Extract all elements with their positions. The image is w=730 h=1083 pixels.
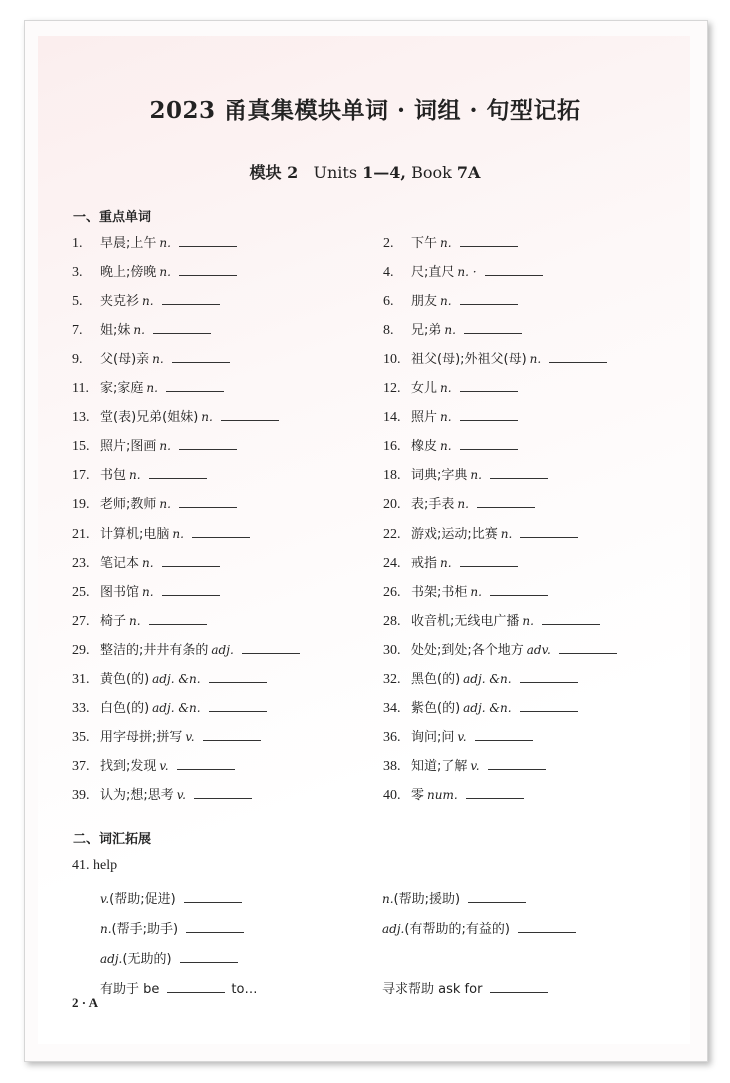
pos-label: v. — [457, 729, 467, 744]
pos-label: num. — [427, 787, 458, 802]
meaning-text: 游戏;运动;比赛 — [411, 526, 498, 542]
word-item — [383, 377, 518, 397]
pos-label: adv. — [526, 642, 551, 657]
pos-label: n. — [129, 613, 141, 628]
answer-blank[interactable] — [485, 263, 543, 276]
page-title: 2023 甬真集模块单词 · 词组 · 句型记拓 — [149, 97, 581, 124]
meaning-text: 词典;字典 — [411, 468, 468, 484]
meaning-text: 晚上;傍晚 — [100, 265, 157, 281]
word-item — [383, 668, 578, 688]
meaning-text: 询问;问 — [411, 729, 455, 745]
pos-label: adj. &n. — [152, 671, 201, 686]
answer-blank[interactable] — [460, 408, 518, 421]
meaning-text: 照片 — [411, 410, 438, 426]
word-item — [72, 261, 237, 281]
expansion-item-g — [382, 978, 548, 997]
item-number: 14. — [383, 410, 401, 426]
word-item — [383, 319, 522, 339]
answer-blank[interactable] — [460, 437, 518, 450]
meaning-text: 照片;图画 — [100, 439, 157, 455]
word-item — [383, 232, 518, 252]
meaning-text: 尺;直尺 — [411, 265, 455, 281]
units-range: 1—4, — [362, 163, 406, 182]
meaning-text: 零 — [411, 787, 425, 803]
item-number: 1. — [72, 236, 83, 251]
section-vocab-expansion: 二、词汇拓展 — [73, 832, 152, 847]
pos-label: n. — [159, 265, 171, 280]
word-item — [72, 319, 211, 339]
word-item — [383, 493, 535, 513]
pos-label: n. — [470, 584, 482, 599]
pos-label: n. — [440, 555, 452, 570]
word-item — [383, 784, 524, 804]
item-number: 37. — [72, 758, 90, 774]
item-number: 16. — [383, 439, 401, 455]
meaning-text: 黑色(的) — [411, 671, 461, 687]
pos-label: n. — [142, 584, 154, 599]
meaning-text: 朋友 — [411, 294, 438, 310]
answer-blank[interactable] — [460, 292, 518, 305]
meaning-text: 图书馆 — [100, 584, 140, 600]
pos-label: v. — [185, 729, 195, 744]
word-item — [72, 755, 235, 775]
pos-label: v. — [100, 892, 110, 906]
answer-blank[interactable] — [520, 670, 578, 683]
answer-blank[interactable] — [177, 757, 235, 770]
pos-label: n. — [159, 236, 171, 250]
pos-label: n. — [440, 410, 452, 425]
pos-label: adj. &n. — [152, 700, 201, 715]
answer-blank[interactable] — [167, 980, 225, 993]
expansion-item-d — [382, 918, 576, 937]
item-number: 31. — [72, 671, 90, 687]
item-number: 30. — [383, 642, 401, 658]
item-number: 20. — [383, 497, 401, 513]
word-item — [383, 290, 518, 310]
section-key-words: 一、重点单词 — [73, 210, 152, 225]
pos-label: adj. — [382, 922, 405, 936]
book-label: Book — [411, 163, 452, 182]
answer-blank[interactable] — [179, 234, 237, 247]
meaning-text: 椅子 — [100, 613, 127, 629]
item-number: 34. — [383, 700, 401, 716]
meaning-text: 老师;教师 — [100, 497, 157, 513]
answer-blank[interactable] — [162, 292, 220, 305]
phrase-text: 寻求帮助 ask for — [382, 982, 483, 997]
item-number: 39. — [72, 787, 90, 803]
word-item — [72, 464, 207, 484]
answer-blank[interactable] — [460, 234, 518, 247]
meaning-text: 收音机;无线电广播 — [411, 613, 520, 629]
meaning-text: 下午 — [411, 236, 438, 251]
meaning-text: 书架;书柜 — [411, 584, 468, 600]
meaning-text: 用字母拼;拼写 — [100, 729, 183, 745]
item-number: 22. — [383, 526, 401, 542]
pos-label: n. — [444, 323, 456, 338]
word-item — [72, 290, 220, 310]
meaning-text: 紫色(的) — [411, 700, 461, 716]
pos-label: v. — [159, 758, 169, 773]
item-number: 19. — [72, 497, 90, 513]
answer-blank[interactable] — [520, 525, 578, 538]
meaning-text: 白色(的) — [100, 700, 150, 716]
word-item — [383, 610, 600, 630]
meaning-text: (有帮助的;有益的) — [404, 922, 510, 937]
pos-label: n. — [142, 294, 154, 309]
item-number: 4. — [383, 265, 394, 281]
expansion-item-e — [100, 948, 238, 967]
pos-label: n. — [457, 497, 469, 512]
word-item — [383, 726, 533, 746]
meaning-text: 找到;发现 — [100, 758, 157, 774]
pos-label: n. — [500, 526, 513, 541]
item-number: 10. — [383, 352, 401, 368]
word-item — [383, 581, 548, 601]
meaning-text: (帮手;助手) — [111, 922, 179, 937]
meaning-text: 兄;弟 — [411, 323, 442, 339]
word-item — [383, 261, 543, 281]
answer-blank[interactable] — [221, 408, 279, 421]
answer-blank[interactable] — [464, 321, 522, 334]
pos-label: n. — [172, 526, 184, 541]
word-item — [383, 464, 548, 484]
pos-label: n. — [440, 439, 452, 454]
answer-blank[interactable] — [172, 350, 230, 363]
word-item — [383, 697, 578, 717]
item-number: 7. — [72, 323, 83, 339]
meaning-text: 早晨;上午 — [100, 236, 157, 251]
answer-blank[interactable] — [209, 670, 267, 683]
answer-blank[interactable] — [162, 583, 220, 596]
meaning-text: 认为;想;思考 — [100, 787, 174, 803]
pos-label: n. — [440, 381, 452, 396]
word-item — [72, 406, 279, 426]
item-number: 5. — [72, 294, 83, 310]
item-number: 40. — [383, 787, 401, 803]
meaning-text: 书包 — [100, 468, 127, 484]
answer-blank[interactable] — [192, 525, 250, 538]
page-number: 2 · A — [72, 995, 99, 1010]
expansion-item-c — [100, 918, 244, 937]
word-item — [72, 552, 220, 572]
item-number: 3. — [72, 265, 83, 281]
word-item — [72, 610, 207, 630]
item-number: 25. — [72, 584, 90, 600]
answer-blank[interactable] — [242, 641, 300, 654]
page-subtitle — [0, 160, 730, 183]
answer-blank[interactable] — [559, 641, 617, 654]
item-number: 8. — [383, 323, 394, 339]
answer-blank[interactable] — [162, 554, 220, 567]
pos-label: n. — [152, 352, 164, 367]
word-item — [72, 784, 252, 804]
pos-label: n. — [129, 468, 141, 483]
meaning-text: 戒指 — [411, 555, 438, 571]
pos-label: n. — [146, 381, 158, 396]
pos-label: n. — [133, 323, 145, 338]
pos-label: n. — [529, 352, 542, 367]
item-number: 35. — [72, 729, 90, 745]
answer-blank[interactable] — [490, 466, 548, 479]
meaning-text: (帮助;援助) — [393, 892, 461, 907]
word-item — [383, 639, 617, 659]
book-number: 7A — [456, 163, 481, 182]
answer-blank[interactable] — [179, 437, 237, 450]
meaning-text: 姐;妹 — [100, 323, 131, 339]
meaning-text: (无助的) — [122, 952, 172, 967]
item-number: 9. — [72, 352, 83, 368]
pos-label: n. — [100, 922, 112, 936]
item-number: 13. — [72, 410, 90, 426]
word-item — [72, 493, 237, 513]
phrase-text: 有助于 be — [100, 982, 160, 997]
answer-blank[interactable] — [460, 554, 518, 567]
item-number: 38. — [383, 758, 401, 774]
units-label: Units — [313, 163, 358, 182]
meaning-text: (帮助;促进) — [109, 892, 176, 907]
pos-label: n. — [201, 410, 213, 425]
item-number: 17. — [72, 468, 90, 484]
pos-label: adj. &n. — [463, 671, 512, 686]
expansion-item-a — [100, 888, 242, 907]
word-item — [72, 523, 250, 543]
pos-label: v. — [470, 758, 480, 773]
item-number: 6. — [383, 294, 394, 310]
word-item — [383, 435, 518, 455]
item-number: 21. — [72, 526, 90, 542]
word-item — [72, 377, 224, 397]
meaning-text: 父(母)亲 — [100, 352, 150, 368]
item-number: 11. — [72, 381, 89, 397]
meaning-text: 女儿 — [411, 381, 438, 397]
item-number: 26. — [383, 584, 401, 600]
answer-blank[interactable] — [542, 612, 600, 625]
meaning-text: 笔记本 — [100, 555, 140, 571]
answer-blank[interactable] — [520, 699, 578, 712]
word-item — [72, 232, 237, 252]
answer-blank[interactable] — [460, 379, 518, 392]
answer-blank[interactable] — [477, 495, 535, 508]
meaning-text: 整洁的;井井有条的 — [100, 642, 209, 658]
answer-blank[interactable] — [184, 890, 242, 903]
meaning-text: 堂(表)兄弟(姐妹) — [100, 410, 199, 426]
pos-label: adj. — [100, 952, 123, 966]
item-number: 24. — [383, 555, 401, 571]
answer-blank[interactable] — [466, 786, 524, 799]
item-number: 28. — [383, 613, 401, 629]
item-number: 36. — [383, 729, 401, 745]
answer-blank[interactable] — [468, 890, 526, 903]
word-item — [72, 581, 220, 601]
meaning-text: 处处;到处;各个地方 — [411, 642, 524, 658]
pos-label: n. — [142, 555, 154, 570]
word-item — [72, 639, 300, 659]
expansion-item-b — [382, 888, 526, 907]
answer-blank[interactable] — [179, 495, 237, 508]
meaning-text: 黄色(的) — [100, 671, 150, 687]
answer-blank[interactable] — [149, 466, 207, 479]
answer-blank[interactable] — [179, 263, 237, 276]
item-number: 12. — [383, 381, 401, 397]
word-item — [72, 726, 261, 746]
answer-blank[interactable] — [186, 920, 244, 933]
pos-label: n. — [470, 468, 482, 483]
answer-blank[interactable] — [549, 350, 607, 363]
pos-label: n. — [522, 613, 534, 628]
meaning-text: 祖父(母);外祖父(母) — [411, 352, 527, 368]
answer-blank[interactable] — [518, 920, 576, 933]
answer-blank[interactable] — [166, 379, 224, 392]
pos-label: n. — [382, 892, 394, 906]
item-number: 32. — [383, 671, 401, 687]
word-item — [72, 697, 267, 717]
word-item — [72, 348, 230, 368]
answer-blank[interactable] — [194, 786, 252, 799]
word-item — [383, 552, 518, 572]
pos-label: adj. — [211, 642, 234, 657]
pos-label: n. · — [457, 265, 477, 280]
item-number: 27. — [72, 613, 90, 629]
meaning-text: 知道;了解 — [411, 758, 468, 774]
answer-blank[interactable] — [488, 757, 546, 770]
answer-blank[interactable] — [203, 728, 261, 741]
meaning-text: 计算机;电脑 — [100, 526, 170, 542]
answer-blank[interactable] — [490, 583, 548, 596]
pos-label: v. — [176, 787, 186, 802]
pos-label: n. — [440, 236, 452, 250]
word-item — [383, 523, 578, 543]
meaning-text: 表;手表 — [411, 497, 455, 513]
answer-blank[interactable] — [209, 699, 267, 712]
word-item — [72, 668, 267, 688]
item-number: 33. — [72, 700, 90, 716]
expansion-head — [72, 858, 117, 874]
module-label: 模块 2 — [249, 163, 299, 182]
pos-label: n. — [159, 439, 171, 454]
pos-label: adj. &n. — [463, 700, 512, 715]
item-number: 23. — [72, 555, 90, 571]
item-number: 2. — [383, 236, 394, 251]
answer-blank[interactable] — [490, 980, 548, 993]
expansion-item-f — [100, 978, 257, 997]
pos-label: n. — [159, 497, 171, 512]
word-item — [72, 435, 237, 455]
meaning-text: 橡皮 — [411, 439, 438, 455]
word-item — [383, 406, 518, 426]
item-number: 29. — [72, 642, 90, 658]
word-item — [383, 348, 607, 368]
phrase-tail: to… — [231, 982, 258, 997]
word-item — [383, 755, 546, 775]
meaning-text: 家;家庭 — [100, 381, 144, 397]
answer-blank[interactable] — [149, 612, 207, 625]
item-number: 15. — [72, 439, 90, 455]
answer-blank[interactable] — [180, 950, 238, 963]
answer-blank[interactable] — [153, 321, 211, 334]
answer-blank[interactable] — [475, 728, 533, 741]
item-number: 18. — [383, 468, 401, 484]
pos-label: n. — [440, 294, 452, 309]
expansion-head-text: 41. help — [72, 858, 118, 873]
meaning-text: 夹克衫 — [100, 294, 140, 310]
